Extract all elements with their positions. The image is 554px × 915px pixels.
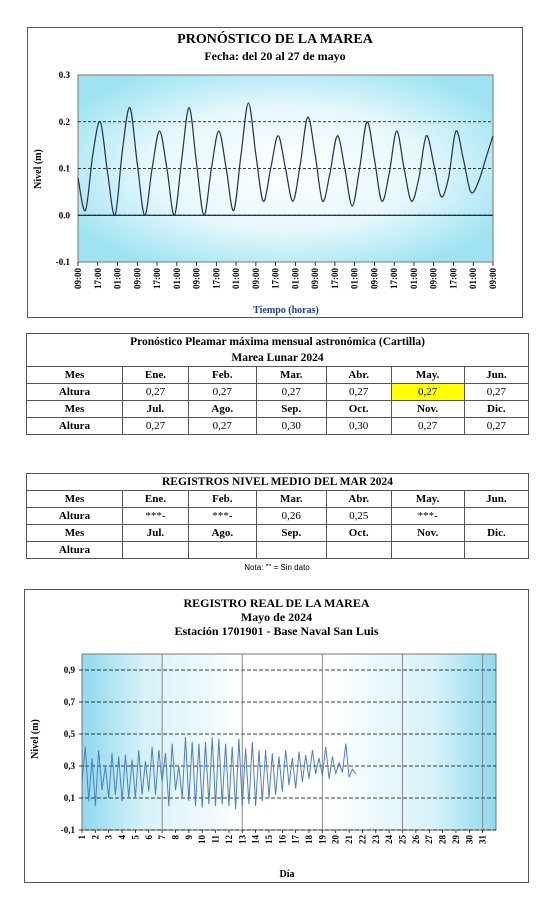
real-y-tick-label: -0,1 [60, 825, 75, 835]
forecast-y-tick-label: 0.1 [58, 163, 70, 174]
cartilla-value: 0,27 [464, 418, 528, 435]
registros-value [464, 508, 528, 525]
registros-value [123, 542, 189, 559]
real-subtitle: Mayo de 2024 [240, 610, 313, 624]
registros-table [26, 473, 529, 559]
registros-month: Mar. [256, 491, 326, 508]
forecast-x-tick-label: 09:00 [488, 268, 498, 289]
real-x-tick-label: 31 [477, 835, 488, 844]
registros-value: 0,25 [326, 508, 391, 525]
real-y-tick-label: 0,1 [63, 793, 75, 803]
real-x-axis-label: Día [279, 869, 295, 880]
real-x-tick-label: 10 [197, 835, 208, 844]
cartilla-month: Mar. [256, 367, 326, 384]
forecast-y-tick-label: -0.1 [55, 257, 70, 267]
registros-month: Jun. [464, 491, 528, 508]
registros-value [326, 542, 391, 559]
cartilla-value: 0,27 [256, 384, 326, 401]
forecast-x-tick-label: 09:00 [191, 268, 202, 289]
cartilla-row-label-height: Altura [27, 418, 123, 435]
cartilla-value: 0,27 [123, 384, 189, 401]
real-x-tick-label: 19 [317, 835, 328, 844]
registros-value: ***- [188, 508, 256, 525]
forecast-y-tick-label: 0.3 [58, 70, 70, 80]
cartilla-title: Pronóstico Pleamar máxima mensual astronómica (Cartilla) [27, 334, 529, 351]
forecast-x-tick-label: 09:00 [428, 268, 439, 289]
forecast-x-tick-label: 01:00 [468, 268, 479, 289]
real-x-tick-label: 9 [183, 835, 194, 840]
registros-value: ***- [391, 508, 464, 525]
forecast-x-tick-label: 17:00 [448, 268, 459, 289]
real-x-tick-label: 20 [330, 835, 341, 844]
registros-month: Feb. [188, 491, 256, 508]
cartilla-month: Ago. [188, 401, 256, 418]
forecast-x-tick-label: 17:00 [152, 268, 163, 289]
real-plot-area [82, 654, 496, 830]
real-x-tick-label: 25 [397, 835, 408, 844]
real-x-tick-label: 13 [237, 835, 248, 844]
registros-row-label-height: Altura [27, 542, 123, 559]
cartilla-month: May. [391, 367, 464, 384]
registros-note: Nota: "" = Sin dato [244, 563, 310, 572]
real-x-tick-label: 21 [344, 835, 355, 844]
real-x-tick-label: 12 [223, 835, 234, 844]
cartilla-subtitle: Marea Lunar 2024 [27, 350, 529, 367]
cartilla-month: Oct. [326, 401, 391, 418]
cartilla-value: 0,30 [326, 418, 391, 435]
real-x-tick-label: 22 [357, 835, 368, 844]
forecast-x-tick-label: 01:00 [171, 268, 182, 289]
cartilla-row-label-month: Mes [27, 401, 123, 418]
cartilla-month: Ene. [123, 367, 189, 384]
real-y-axis-label: Nivel (m) [30, 719, 41, 759]
real-y-tick-label: 0,7 [63, 697, 75, 707]
real-x-tick-label: 24 [384, 835, 395, 844]
real-station: Estación 1701901 - Base Naval San Luis [174, 624, 379, 638]
cartilla-month: Dic. [464, 401, 528, 418]
cartilla-row-label-month: Mes [27, 367, 123, 384]
registros-month: Abr. [326, 491, 391, 508]
real-y-tick-label: 0,3 [63, 761, 75, 771]
registros-month: Jul. [123, 525, 189, 542]
real-x-tick-label: 16 [277, 835, 288, 844]
real-x-tick-label: 30 [464, 835, 475, 844]
forecast-x-tick-label: 09:00 [369, 268, 380, 289]
registros-value: 0,26 [256, 508, 326, 525]
cartilla-table [26, 333, 529, 435]
real-x-tick-label: 1 [77, 835, 87, 840]
forecast-x-tick-label: 01:00 [290, 268, 301, 289]
registros-month: Oct. [326, 525, 391, 542]
real-x-tick-label: 23 [370, 835, 381, 844]
real-x-tick-label: 28 [437, 835, 448, 844]
forecast-x-tick-label: 09:00 [73, 268, 83, 289]
forecast-x-tick-label: 17:00 [211, 268, 222, 289]
registros-month: Dic. [464, 525, 528, 542]
cartilla-month: Jul. [123, 401, 189, 418]
registros-value: ***- [123, 508, 189, 525]
cartilla-row-label-height: Altura [27, 384, 123, 401]
registros-month: Ago. [188, 525, 256, 542]
forecast-x-tick-label: 17:00 [92, 268, 103, 289]
cartilla-value-current-month: 0,27 [391, 384, 464, 401]
forecast-x-tick-label: 09:00 [310, 268, 321, 289]
forecast-x-tick-label: 09:00 [132, 268, 143, 289]
registros-value [256, 542, 326, 559]
real-x-tick-label: 14 [250, 835, 261, 844]
forecast-tide-chart [0, 0, 554, 330]
forecast-x-axis-label: Tiempo (horas) [253, 305, 319, 316]
real-x-tick-label: 5 [130, 835, 141, 840]
forecast-x-tick-label: 01:00 [112, 268, 123, 289]
forecast-x-tick-label: 01:00 [408, 268, 419, 289]
forecast-y-tick-label: 0.2 [58, 116, 70, 127]
real-x-tick-label: 26 [410, 835, 421, 844]
forecast-x-tick-label: 01:00 [231, 268, 242, 289]
forecast-y-axis-label: Nivel (m) [33, 149, 44, 189]
real-x-tick-label: 11 [210, 835, 221, 844]
registros-value [464, 542, 528, 559]
forecast-x-tick-label: 09:00 [250, 268, 261, 289]
real-x-tick-label: 2 [90, 835, 101, 840]
real-y-tick-label: 0,5 [63, 729, 75, 739]
cartilla-month: Sep. [256, 401, 326, 418]
forecast-y-tick-label: 0.0 [58, 210, 70, 221]
cartilla-value: 0,27 [188, 384, 256, 401]
registros-month: May. [391, 491, 464, 508]
forecast-x-tick-label: 17:00 [270, 268, 281, 289]
cartilla-value: 0,30 [256, 418, 326, 435]
real-x-tick-label: 29 [450, 835, 461, 844]
cartilla-value: 0,27 [326, 384, 391, 401]
real-x-tick-label: 17 [290, 835, 301, 844]
forecast-title: PRONÓSTICO DE LA MAREA [177, 32, 373, 47]
real-x-tick-label: 6 [143, 835, 154, 840]
real-x-tick-label: 18 [304, 835, 315, 844]
cartilla-value: 0,27 [188, 418, 256, 435]
registros-month: Sep. [256, 525, 326, 542]
real-title: REGISTRO REAL DE LA MAREA [183, 596, 370, 610]
registros-value [188, 542, 256, 559]
cartilla-month: Jun. [464, 367, 528, 384]
registros-value [391, 542, 464, 559]
cartilla-month: Abr. [326, 367, 391, 384]
real-x-tick-label: 7 [157, 835, 168, 840]
real-tide-chart [0, 589, 554, 889]
real-y-tick-label: 0,9 [63, 665, 75, 675]
cartilla-value: 0,27 [391, 418, 464, 435]
registros-title: REGISTROS NIVEL MEDIO DEL MAR 2024 [27, 474, 529, 491]
forecast-x-tick-label: 01:00 [349, 268, 360, 289]
registros-month: Nov. [391, 525, 464, 542]
real-x-tick-label: 8 [170, 835, 181, 840]
registros-month: Ene. [123, 491, 189, 508]
cartilla-value: 0,27 [123, 418, 189, 435]
forecast-x-tick-label: 17:00 [389, 268, 400, 289]
cartilla-month: Nov. [391, 401, 464, 418]
real-x-tick-label: 27 [424, 835, 435, 844]
registros-row-label-month: Mes [27, 491, 123, 508]
real-x-tick-label: 4 [117, 835, 128, 840]
cartilla-month: Feb. [188, 367, 256, 384]
real-x-tick-label: 15 [263, 835, 274, 844]
real-x-tick-label: 3 [103, 835, 114, 840]
forecast-subtitle: Fecha: del 20 al 27 de mayo [204, 49, 346, 63]
registros-row-label-month: Mes [27, 525, 123, 542]
cartilla-value: 0,27 [464, 384, 528, 401]
forecast-x-tick-label: 17:00 [329, 268, 340, 289]
registros-row-label-height: Altura [27, 508, 123, 525]
